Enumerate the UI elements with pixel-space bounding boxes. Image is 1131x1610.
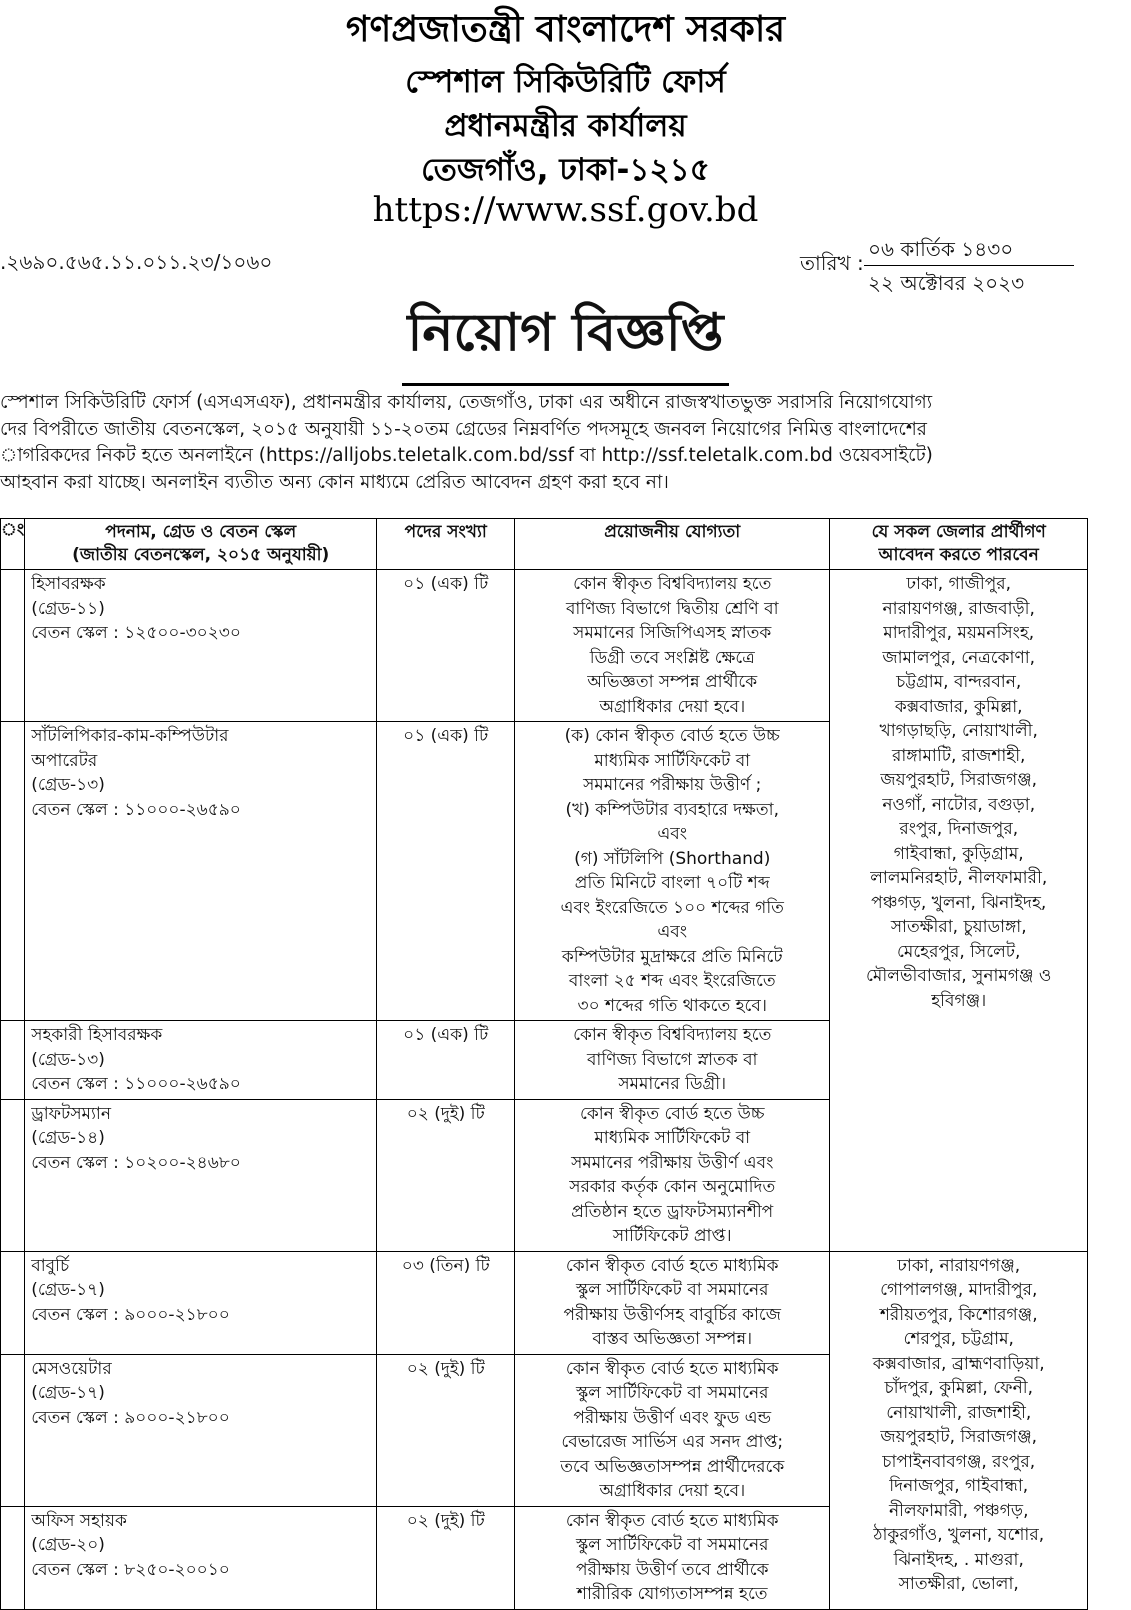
date-label: তারিখ : <box>800 251 864 275</box>
district-line: গাইবান্ধা, কুড়িগ্রাম, <box>893 843 1024 864</box>
qualification-line: সমমানের পরীক্ষায় উত্তীর্ণ ; <box>583 775 762 795</box>
qualification-line: অগ্রাধিকার দেয়া হবে। <box>599 1481 746 1501</box>
post-grade: (গ্রেড-১৭) <box>31 1383 105 1403</box>
serial-cell <box>1 1354 25 1506</box>
post-grade: (গ্রেড-১৩) <box>31 1049 105 1070</box>
qualification-line: তবে অভিজ্ঞতাসম্পন্ন প্রার্থীদেরকে <box>560 1456 785 1477</box>
district-line: সাতক্ষীরা, ভোলা, <box>898 1574 1019 1594</box>
qualification-line: কোন স্বীকৃত বোর্ড হতে মাধ্যমিক <box>565 1510 779 1531</box>
qualification-line: কোন স্বীকৃত বোর্ড হতে মাধ্যমিক <box>565 1255 779 1276</box>
qualification-line: অগ্রাধিকার দেয়া হবে। <box>599 696 746 717</box>
district-line: শরীয়তপুর, কিশোরগঞ্জ, <box>879 1304 1038 1325</box>
qualification-line: (খ) কম্পিউটার ব্যবহারে দক্ষতা, <box>565 799 780 820</box>
district-header-line: যে সকল জেলার প্রার্থীগণ <box>871 522 1046 542</box>
district-line: জামালপুর, নেত্রকোণা, <box>882 647 1036 668</box>
qualification-line: পরীক্ষায় উত্তীর্ণ তবে প্রার্থীকে <box>575 1559 769 1580</box>
district-line: কক্সবাজার, ব্রাহ্মণবাড়িয়া, <box>872 1353 1045 1374</box>
district-line: মাদারীপুর, ময়মনসিংহ, <box>883 623 1035 643</box>
count-cell: ০২ (দুই) টি <box>377 1506 515 1609</box>
serial-cell <box>1 1021 25 1100</box>
district-line: চাপাইনবাবগঞ্জ, রংপুর, <box>882 1451 1036 1472</box>
qualification-line: (ক) কোন স্বীকৃত বোর্ড হতে উচ্চ <box>564 726 780 746</box>
qualification-line: মাধ্যমিক সার্টিফিকেট বা <box>594 750 751 771</box>
post-scale: বেতন স্কেল : ৯০০০-২১৮০০ <box>31 1407 230 1428</box>
qualification-line: অভিজ্ঞতা সম্পন্ন প্রার্থীকে <box>587 672 758 692</box>
qualification-line: (গ) সাঁটলিপি (Shorthand) <box>574 848 771 869</box>
post-cell <box>25 1506 377 1609</box>
qualification-line: বাণিজ্য বিভাগে স্নাতক বা <box>586 1049 758 1070</box>
count-cell: ০২ (দুই) টি <box>377 1099 515 1251</box>
post-scale: বেতন স্কেল : ৮২৫০-২০০১০ <box>31 1559 230 1580</box>
district-line: চট্টগ্রাম, বান্দরবান, <box>896 672 1022 692</box>
district-line: সাতক্ষীরা, চুয়াডাঙ্গা, <box>890 917 1027 937</box>
intro-paragraph <box>0 390 1131 496</box>
qualification-line: সরকার কর্তৃক কোন অনুমোদিত <box>569 1177 776 1197</box>
count-cell: ০২ (দুই) টি <box>377 1354 515 1506</box>
district-line: মৌলভীবাজার, সুনামগঞ্জ ও <box>866 966 1052 986</box>
qualification-line: সমমানের ডিগ্রী। <box>618 1074 727 1094</box>
office-address: তেজগাঁও, ঢাকা-১২১৫ <box>421 152 710 188</box>
post-title: ড্রাফটসম্যান <box>31 1103 111 1124</box>
qualification-cell <box>515 722 830 1021</box>
post-scale: বেতন স্কেল : ১১০০০-২৬৫৯০ <box>31 799 241 820</box>
office-name: প্রধানমন্ত্রীর কার্যালয় <box>444 108 687 144</box>
post-header <box>25 519 377 570</box>
qualification-cell <box>515 1099 830 1251</box>
district-line: ঢাকা, নারায়ণগঞ্জ, <box>897 1255 1021 1276</box>
district-line: কক্সবাজার, কুমিল্লা, <box>894 696 1023 717</box>
district-line: ঠাকুরগাঁও, খুলনা, যশোর, <box>873 1525 1045 1545</box>
count-cell: ০১ (এক) টি <box>377 722 515 1021</box>
qualification-line: এবং <box>657 824 688 844</box>
serial-cell <box>1 1506 25 1609</box>
post-grade: (গ্রেড-১৭) <box>31 1280 105 1300</box>
district-line: নোয়াখালী, রাজশাহী, <box>886 1402 1032 1423</box>
notice-title-text: নিয়োগ বিজ্ঞপ্তি <box>402 292 730 386</box>
district-line: জয়পুরহাট, সিরাজগঞ্জ, <box>880 770 1038 790</box>
count-cell: ০১ (এক) টি <box>377 570 515 722</box>
serial-cell <box>1 722 25 1021</box>
post-grade: (গ্রেড-১৩) <box>31 775 105 795</box>
district-line: পঞ্চগড়, খুলনা, ঝিনাইদহ, <box>871 892 1047 913</box>
district-line: দিনাজপুর, গাইবান্ধা, <box>889 1476 1029 1496</box>
district-cell <box>830 1251 1088 1609</box>
district-line: জয়পুরহাট, সিরাজগঞ্জ, <box>880 1427 1038 1447</box>
qualification-line: কম্পিউটার মুদ্রাক্ষরে প্রতি মিনিটে <box>561 946 783 967</box>
qualification-cell <box>515 1251 830 1354</box>
qualification-line: সমমানের পরীক্ষায় উত্তীর্ণ এবং <box>571 1152 774 1173</box>
post-cell <box>25 570 377 722</box>
serial-header: ং <box>1 519 25 570</box>
post-scale: বেতন স্কেল : ১২৫০০-৩০২৩০ <box>31 623 241 643</box>
qualification-line: এবং <box>657 922 688 942</box>
post-cell <box>25 1354 377 1506</box>
district-line: নীলফামারী, পঞ্চগড়, <box>888 1500 1029 1521</box>
post-grade: (গ্রেড-২০) <box>31 1535 105 1555</box>
website-url: https://www.ssf.gov.bd <box>372 190 759 230</box>
district-line: রাঙ্গামাটি, রাজশাহী, <box>892 745 1026 766</box>
district-line: নারায়ণগঞ্জ, রাজবাড়ী, <box>882 598 1035 619</box>
post-title: হিসাবরক্ষক <box>31 574 106 594</box>
intro-line: দের বিপরীতে জাতীয় বেতনস্কেল, ২০১৫ অনুযায়ী ১১-২০তম গ্রেডের নিম্নবর্ণিত পদসমূহে জনবল নিয়োগের নিমিত্ত বাংলাদেশের <box>0 418 927 440</box>
post-title: অপারেটর <box>31 750 98 771</box>
post-cell <box>25 1251 377 1354</box>
serial-cell <box>1 1099 25 1251</box>
qualification-line: সমমানের সিজিপিএসহ স্নাতক <box>573 623 772 643</box>
serial-cell <box>1 1251 25 1354</box>
count-header: পদের সংখ্যা <box>377 519 515 570</box>
qualification-line: মাধ্যমিক সার্টিফিকেট বা <box>594 1128 751 1148</box>
organization-name: স্পেশাল সিকিউরিটি ফোর্স <box>405 64 726 100</box>
date-bangla: ০৬ কার্তিক ১৪৩০ <box>868 237 1014 261</box>
post-cell <box>25 1021 377 1100</box>
post-header-line: পদনাম, গ্রেড ও বেতন স্কেল <box>105 522 297 542</box>
qualification-line: প্রতি মিনিটে বাংলা ৭০টি শব্দ <box>574 873 770 893</box>
post-header-line: (জাতীয় বেতনস্কেল, ২০১৫ অনুযায়ী) <box>72 545 330 565</box>
date-divider <box>864 265 1074 266</box>
district-line: গোপালগঞ্জ, মাদারীপুর, <box>880 1280 1038 1300</box>
post-title: মেসওয়েটার <box>31 1358 112 1379</box>
qualification-line: পরীক্ষায় উত্তীর্ণসহ বাবুর্চির কাজে <box>563 1304 781 1325</box>
qualification-line: প্রতিষ্ঠান হতে ড্রাফটসম্যানশীপ <box>571 1201 774 1222</box>
count-cell: ০১ (এক) টি <box>377 1021 515 1100</box>
qualification-line: সার্টিফিকেট প্রাপ্ত। <box>612 1226 732 1246</box>
qualification-line: কোন স্বীকৃত বিশ্ববিদ্যালয় হতে <box>573 574 772 594</box>
qualification-cell <box>515 1354 830 1506</box>
table-row <box>1 570 1088 722</box>
qualification-line: ডিগ্রী তবে সংশ্লিষ্ট ক্ষেত্রে <box>589 647 755 668</box>
qualification-line: ৩০ শব্দের গতি থাকতে হবে। <box>577 995 767 1016</box>
qualification-header: প্রয়োজনীয় যোগ্যতা <box>515 519 830 570</box>
count-cell: ০৩ (তিন) টি <box>377 1251 515 1354</box>
district-line: ঝিনাইদহ, . মাগুরা, <box>893 1549 1024 1570</box>
post-scale: বেতন স্কেল : ১১০০০-২৬৫৯০ <box>31 1074 241 1094</box>
post-scale: বেতন স্কেল : ১০২০০-২৪৬৮০ <box>31 1152 241 1173</box>
qualification-cell <box>515 1506 830 1609</box>
qualification-line: কোন স্বীকৃত বোর্ড হতে উচ্চ <box>579 1103 765 1124</box>
qualification-line: স্কুল সার্টিফিকেট বা সমমানের <box>576 1280 769 1300</box>
district-line: চাঁদপুর, কুমিল্লা, ফেনী, <box>884 1378 1033 1398</box>
qualification-line: শারীরিক যোগ্যতাসম্পন্ন হতে <box>576 1584 768 1604</box>
qualification-line: স্কুল সার্টিফিকেট বা সমমানের <box>576 1383 769 1403</box>
post-title: সহকারী হিসাবরক্ষক <box>31 1025 163 1045</box>
vacancy-table <box>0 518 1088 1610</box>
intro-line: স্পেশাল সিকিউরিটি ফোর্স (এসএসএফ), প্রধানমন্ত্রীর কার্যালয়, তেজগাঁও, ঢাকা এর অধীনে রাজস্বখাতভুক্ত সরাসরি নিয়োগযোগ্য <box>0 392 933 413</box>
post-title: অফিস সহায়ক <box>31 1510 127 1531</box>
intro-line: াগরিকদের নিকট হতে অনলাইনে (https://alljobs.teletalk.com.bd/ssf বা http://ssf.teletalk.com.bd ওয়েবসাইটে) <box>0 445 933 466</box>
district-header-line: আবেদন করতে পারবেন <box>878 545 1039 565</box>
serial-cell <box>1 570 25 722</box>
post-title: বাবুর্চি <box>31 1255 70 1276</box>
post-title: সাঁটলিপিকার-কাম-কম্পিউটার <box>31 726 229 746</box>
notice-title <box>0 292 1131 386</box>
district-line: খাগড়াছড়ি, নোয়াখালী, <box>879 721 1038 741</box>
post-scale: বেতন স্কেল : ৯০০০-২১৮০০ <box>31 1304 230 1325</box>
post-grade: (গ্রেড-১১) <box>31 598 105 619</box>
qualification-line: কোন স্বীকৃত বোর্ড হতে মাধ্যমিক <box>565 1358 779 1379</box>
qualification-line: বাংলা ২৫ শব্দ এবং ইংরেজিতে <box>568 971 776 991</box>
table-row <box>1 1251 1088 1354</box>
district-line: শেরপুর, চট্টগ্রাম, <box>903 1329 1014 1349</box>
district-line: ঢাকা, গাজীপুর, <box>906 574 1012 594</box>
qualification-line: বাণিজ্য বিভাগে দ্বিতীয় শ্রেণি বা <box>565 598 779 619</box>
district-cell <box>830 570 1088 1252</box>
table-header-row <box>1 519 1088 570</box>
qualification-line: এবং ইংরেজিতে ১০০ শব্দের গতি <box>560 897 784 918</box>
district-header <box>830 519 1088 570</box>
district-line: রংপুর, দিনাজপুর, <box>899 819 1019 839</box>
post-cell <box>25 1099 377 1251</box>
government-name: গণপ্রজাতন্ত্রী বাংলাদেশ সরকার <box>345 9 786 50</box>
district-line: লালমনিরহাট, নীলফামারী, <box>870 868 1048 888</box>
district-line: মেহেরপুর, সিলেট, <box>897 941 1021 962</box>
qualification-line: কোন স্বীকৃত বিশ্ববিদ্যালয় হতে <box>573 1025 772 1045</box>
district-line: নওগাঁ, নাটোর, বগুড়া, <box>882 794 1036 815</box>
memo-number: .২৬৯০.৫৬৫.১১.০১১.২৩/১০৬০ <box>0 250 273 274</box>
qualification-line: স্কুল সার্টিফিকেট বা সমমানের <box>576 1535 769 1555</box>
date-english: ২২ অক্টোবর ২০২৩ <box>868 271 1025 295</box>
qualification-line: বেভারেজ সার্ভিস এর সনদ প্রাপ্ত; <box>561 1432 784 1452</box>
qualification-line: বাস্তব অভিজ্ঞতা সম্পন্ন। <box>592 1329 753 1349</box>
post-cell <box>25 722 377 1021</box>
qualification-cell <box>515 1021 830 1100</box>
post-grade: (গ্রেড-১৪) <box>31 1128 105 1148</box>
qualification-cell <box>515 570 830 722</box>
qualification-line: পরীক্ষায় উত্তীর্ণ এবং ফুড এন্ড <box>573 1407 772 1428</box>
intro-line: আহবান করা যাচ্ছে। অনলাইন ব্যতীত অন্য কোন মাধ্যমে প্রেরিত আবেদন গ্রহণ করা হবে না। <box>0 471 669 493</box>
district-line: হবিগঞ্জ। <box>931 990 987 1011</box>
